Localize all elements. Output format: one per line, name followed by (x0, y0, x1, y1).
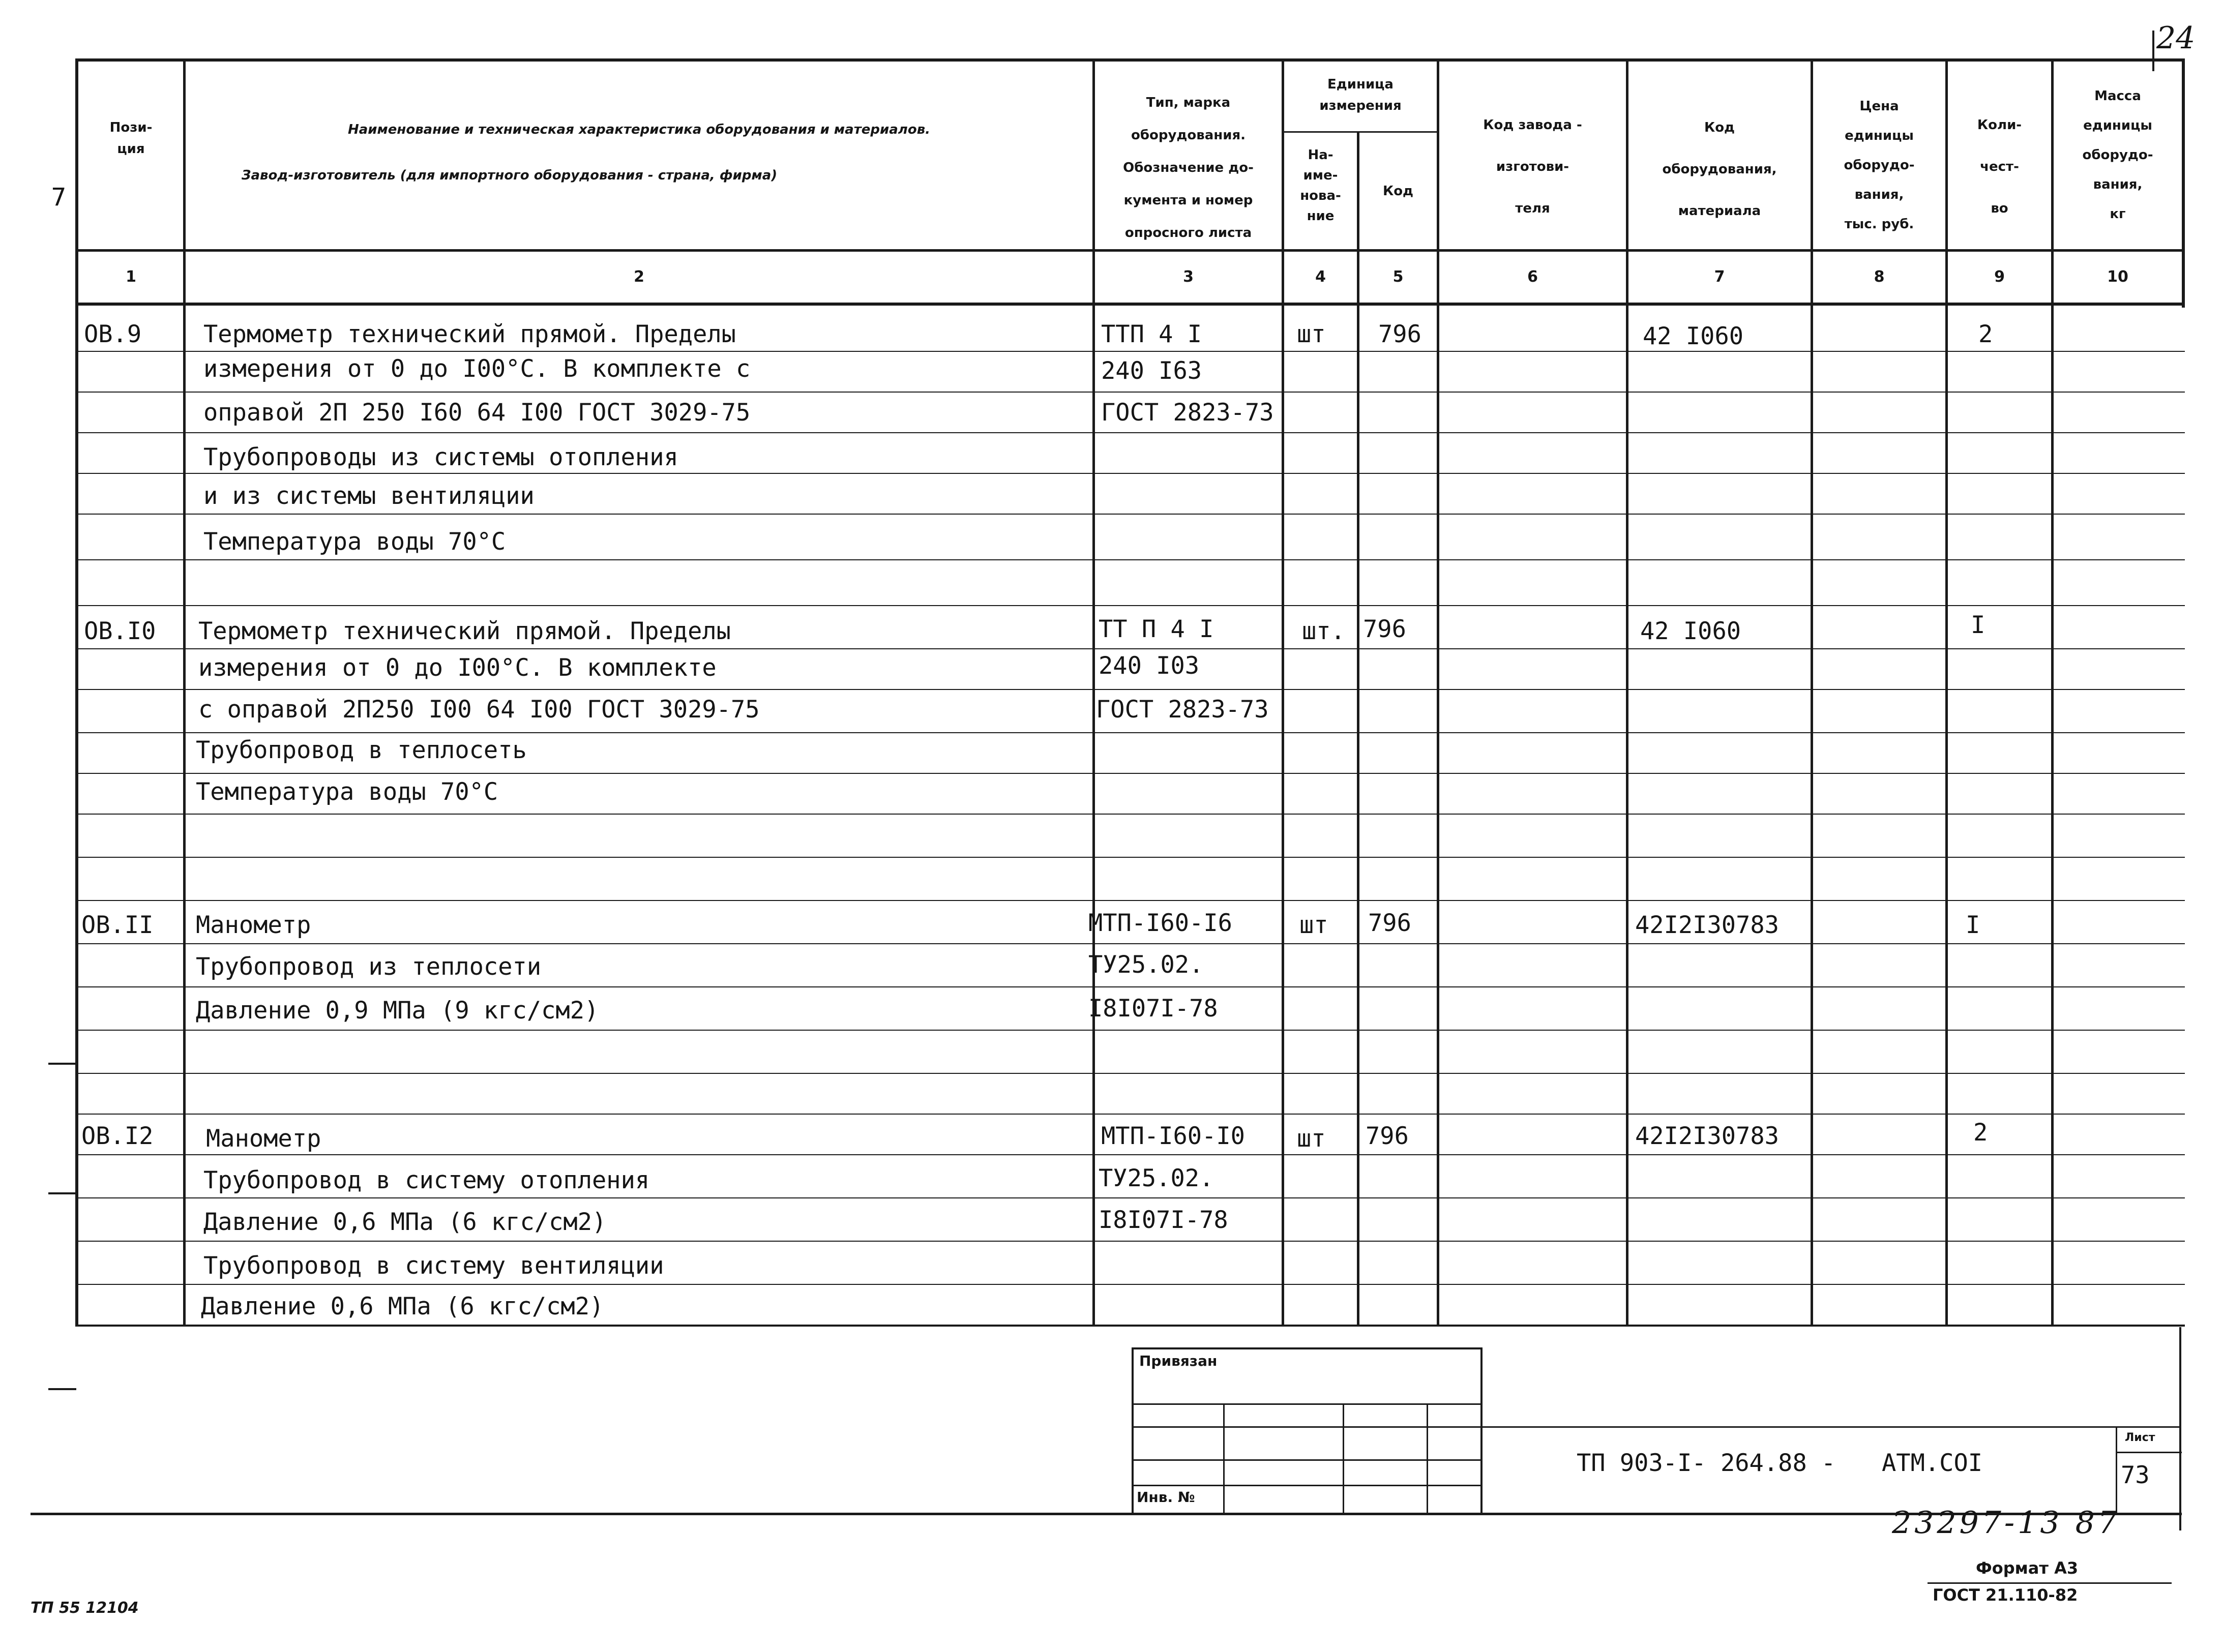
header-type: Тип, марка оборудования. Обозначение до- кумента и номер опросного листа (1123, 95, 1254, 241)
stamp-inv-label: Инв. № (1137, 1489, 1195, 1506)
stamp-sheet-label: Лист (2125, 1431, 2155, 1444)
item-description-line: Трубопровод в теплосеть (196, 736, 527, 764)
item-description-line: Термометр технический прямой. Пределы (198, 617, 731, 645)
item-description-line: Трубопровод в систему вентиляции (203, 1252, 664, 1280)
col-number: 6 (1527, 268, 1538, 286)
item-description-line: Манометр (196, 911, 311, 939)
col-number: 2 (634, 268, 644, 286)
item-quantity: 2 (1978, 320, 1993, 348)
item-position: ОВ.I2 (81, 1122, 154, 1150)
item-unit-code: 796 (1378, 320, 1421, 348)
header-plant-code: Код завода - изготови- теля (1483, 117, 1582, 216)
item-quantity: I (1966, 911, 1980, 939)
item-type: ТТ П 4 I (1099, 615, 1214, 643)
item-description-line: Давление 0,6 МПа (6 кгс/см2) (201, 1293, 604, 1320)
item-description-line: Давление 0,9 МПа (9 кгс/см2) (196, 997, 599, 1025)
format-label: Формат А3 (1976, 1558, 2079, 1578)
header-name: Наименование и техническая характеристика оборудования и материалов. Завод-изготовитель (для импортного оборудования - страна, фирма) (242, 122, 931, 183)
item-equipment-code: 42I2I30783 (1635, 911, 1779, 939)
stamp-document-mark: АТМ.СОI (1882, 1449, 1983, 1477)
item-unit-name: шт (1297, 320, 1326, 348)
item-unit-code: 796 (1366, 1122, 1409, 1150)
item-type: ТУ25.02. (1088, 951, 1204, 979)
item-type: МТП-I60-I0 (1101, 1122, 1245, 1150)
item-type: I8I07I-78 (1099, 1206, 1228, 1234)
item-unit-name: шт (1297, 1125, 1326, 1153)
margin-mark: 7 (51, 183, 67, 212)
item-unit-name: шт. (1302, 617, 1345, 645)
item-description-line: измерения от 0 до I00°С. В комплекте с (203, 355, 751, 383)
inventory-number: 23297-13 87 (1892, 1505, 2120, 1541)
page-number: 24 (2156, 20, 2196, 56)
col-number: 3 (1183, 268, 1194, 286)
item-position: ОВ.9 (84, 320, 142, 348)
item-position: ОВ.I0 (84, 617, 156, 645)
item-description-line: Термометр технический прямой. Пределы (203, 320, 736, 348)
item-description-line: Температура воды 70°С (196, 778, 498, 806)
stamp-approved-label: Привязан (1139, 1353, 1218, 1369)
col-number: 1 (126, 268, 136, 286)
header-quantity: Коли- чест- во (1977, 117, 2022, 216)
item-description-line: измерения от 0 до I00°С. В комплекте (198, 654, 717, 682)
item-quantity: I (1971, 611, 1985, 639)
item-description-line: Температура воды 70°С (203, 528, 506, 556)
item-position: ОВ.II (81, 911, 154, 939)
item-type: 240 I03 (1099, 652, 1200, 680)
item-unit-code: 796 (1368, 909, 1411, 937)
col-number: 4 (1315, 268, 1326, 286)
item-equipment-code: 42 I060 (1640, 617, 1741, 645)
bottom-left-stamp: ТП 55 12104 (31, 1599, 139, 1617)
item-unit-code: 796 (1363, 615, 1406, 643)
item-unit-name: шт (1299, 911, 1328, 939)
item-type: ТТП 4 I (1101, 320, 1202, 348)
header-unit-group: Единица измерения (1319, 77, 1402, 113)
item-type: 240 I63 (1101, 357, 1202, 385)
item-description-line: Манометр (206, 1125, 321, 1153)
col-number: 10 (2107, 268, 2128, 286)
col-number: 7 (1714, 268, 1725, 286)
item-description-line: оправой 2П 250 I60 64 I00 ГОСТ 3029-75 (203, 399, 751, 427)
item-type: I8I07I-78 (1088, 995, 1218, 1023)
item-description-line: Трубопровод в систему отопления (203, 1166, 650, 1194)
header-position: Пози- ция (109, 120, 153, 157)
item-type: ГОСТ 2823-73 (1096, 696, 1269, 724)
item-description-line: Трубопроводы из системы отопления (203, 443, 678, 471)
stamp-sheet-number: 73 (2121, 1461, 2150, 1489)
item-quantity: 2 (1973, 1119, 1988, 1147)
item-description-line: Трубопровод из теплосети (196, 953, 542, 981)
stamp-document-code: ТП 903-I- 264.88 - (1577, 1449, 1836, 1477)
header-price: Цена единицы оборудо- вания, тыс. руб. (1844, 99, 1915, 232)
item-description-line: с оправой 2П250 I00 64 I00 ГОСТ 3029-75 (198, 696, 760, 724)
header-unit-code: Код (1382, 184, 1414, 199)
col-number: 9 (1994, 268, 2005, 286)
col-number: 8 (1874, 268, 1885, 286)
header-unit-name: На- име- нова- ние (1300, 147, 1341, 224)
item-description-line: Давление 0,6 МПа (6 кгс/см2) (203, 1208, 607, 1236)
gost-label: ГОСТ 21.110-82 (1933, 1585, 2078, 1605)
item-type: МТП-I60-I6 (1088, 909, 1232, 937)
item-type: ТУ25.02. (1099, 1164, 1214, 1192)
header-mass: Масса единицы оборудо- вания, кг (2082, 88, 2153, 222)
item-type: ГОСТ 2823-73 (1101, 399, 1274, 427)
col-number: 5 (1392, 268, 1404, 286)
header-equipment-code: Код оборудования, материала (1662, 120, 1777, 219)
item-description-line: и из системы вентиляции (203, 482, 535, 510)
item-equipment-code: 42I2I30783 (1635, 1122, 1779, 1150)
item-equipment-code: 42 I060 (1643, 322, 1744, 350)
